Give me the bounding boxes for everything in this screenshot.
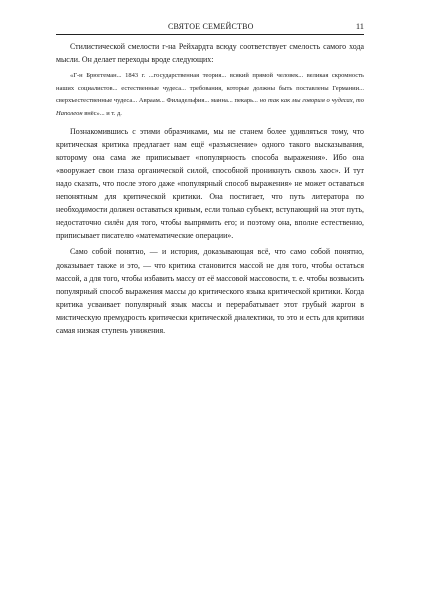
paragraph-2: Познакомившись с этими образчиками, мы не станем более удивляться тому, что критическая критика предлагает нам ещё «разъяснение» одного такого высказывания, которому она сама же приписывает «популярность способа выражения». Ибо она «вооружает свои глаза органической силой, способной проникнуть сквозь хаос». И тут надо сказать, что после этого даже «популярный способ выражения» не может оставаться непонятным для критической критики. Она постигает, что путь литератора по необходимости должен оставаться кривым, если только субъект, вступающий на этот путь, недостаточно силён для того, чтобы выпрямить его; и поэтому она, вполне естественно, приписывает писателю «математические операции».: [56, 126, 364, 241]
quote-text: «Г-н Брюггеман... 1843 г. ...государственная теория... всякий прямой человек... великая скромность наших социалистов... естественные чудеса... требования, которые должны быть поставлены Германии... сверхъестественные чудеса... Авраам... Филадельфия... манна... пекарь...: [56, 72, 364, 105]
paragraph-3: Само собой понятно, — и история, доказывающая всё, что само собой понятно, доказывает также и это, — что критика становится массой не для того, чтобы остаться массой, а для того, чтобы избавить массу от её массовой массовости, т. е. чтобы возвысить популярный способ выражения массы до критического языка критической критики. Когда критика усваивает популярный язык массы и перерабатывает этот грубый жаргон в мистическую премудрость критически критической диалектики, то это и есть для критики самая низкая ступень унижения.: [56, 247, 364, 335]
running-title: СВЯТОЕ СЕМЕЙСТВО: [168, 22, 254, 31]
paragraph-1: Стилистической смелости г-на Рейхардта всюду соответствует смелость самого хода мысли. Он делает переходы вроде следующих:: [56, 42, 364, 65]
running-header: [56, 21, 364, 35]
body-text: [56, 40, 364, 337]
quote-ending: внёс»... и т. д.: [82, 109, 122, 117]
block-quote: [56, 70, 364, 120]
page-number: 11: [355, 21, 364, 31]
quote-italic-text: но так как мы говорим о чудесах, то Наполеон: [56, 97, 364, 117]
